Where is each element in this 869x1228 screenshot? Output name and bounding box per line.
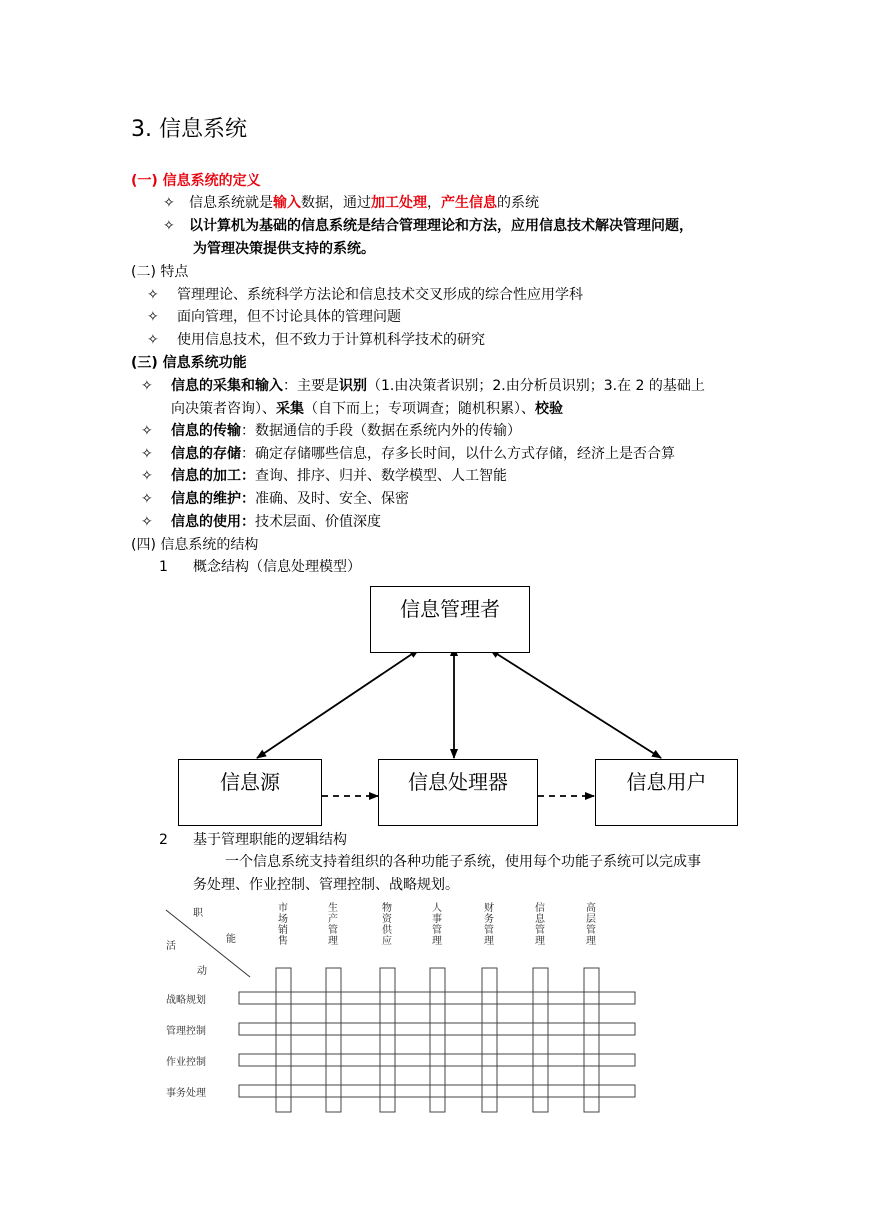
diamond-bullet-icon: ✧ <box>163 195 175 211</box>
subsection-2-number: 2 <box>159 832 168 848</box>
matrix-col-header: 人事管理 <box>432 903 442 947</box>
text: ：主要是 <box>283 378 339 394</box>
matrix-col-header: 财务管理 <box>484 903 494 947</box>
text: 信息的采集和输入 <box>171 378 283 394</box>
subsection-1-title: 概念结构（信息处理模型） <box>193 559 361 575</box>
text: 识别 <box>339 378 367 394</box>
diamond-bullet-icon: ✧ <box>141 491 153 507</box>
highlight-input: 输入 <box>273 195 301 211</box>
matrix-col-header: 物资供应 <box>382 903 392 947</box>
matrix-row-label: 战略规划 <box>166 995 206 1006</box>
text: 面向管理，但不讨论具体的管理问题 <box>177 309 401 325</box>
text: 技术层面、价值深度 <box>255 514 381 530</box>
diamond-bullet-icon: ✧ <box>147 332 159 348</box>
text: 向决策者咨询）、 <box>171 401 276 417</box>
text: ， <box>427 195 441 211</box>
row-bar-operational <box>239 1054 635 1066</box>
box-information-manager: 信息管理者 <box>370 586 530 653</box>
diamond-bullet-icon: ✧ <box>141 423 153 439</box>
row-bar-strategic <box>239 992 635 1004</box>
text: 信息的传输 <box>171 423 241 439</box>
text: 的系统 <box>497 195 539 211</box>
diamond-bullet-icon: ✧ <box>141 514 153 530</box>
box-information-source: 信息源 <box>178 759 322 826</box>
subsection-2-title: 基于管理职能的逻辑结构 <box>193 832 347 848</box>
text: ：数据通信的手段（数据在系统内外的传输） <box>241 423 521 439</box>
highlight-output: 产生信息 <box>441 195 497 211</box>
row-bar-management <box>239 1023 635 1035</box>
matrix-corner-left: 活 <box>166 941 176 952</box>
section-definition-heading: (一) 信息系统的定义 <box>131 173 261 189</box>
section-structure-heading: (四) 信息系统的结构 <box>131 537 259 553</box>
matrix-row-label: 事务处理 <box>166 1088 206 1099</box>
subsection-1-number: 1 <box>159 559 168 575</box>
text: 信息系统就是 <box>189 195 273 211</box>
row-bar-transaction <box>239 1085 635 1097</box>
diamond-bullet-icon: ✧ <box>163 218 175 234</box>
matrix-corner-top: 职 <box>193 908 203 919</box>
text: 以计算机为基础的信息系统是结合管理理论和方法，应用信息技术解决管理问题， <box>189 218 693 234</box>
page-title: 3. 信息系统 <box>131 117 247 142</box>
definition-item-2-cont: 为管理决策提供支持的系统。 <box>193 241 375 257</box>
paragraph-line-1: 一个信息系统支持着组织的各种功能子系统，使用每个功能子系统可以完成事 <box>225 854 701 870</box>
text: 信息的维护： <box>171 491 255 507</box>
section-features-heading: (二) 特点 <box>131 264 189 280</box>
text: 管理理论、系统科学方法论和信息技术交叉形成的综合性应用学科 <box>177 287 583 303</box>
diamond-bullet-icon: ✧ <box>141 446 153 462</box>
diamond-bullet-icon: ✧ <box>147 287 159 303</box>
matrix-col-header: 高层管理 <box>586 903 596 947</box>
matrix-corner-mid: 能 <box>226 934 236 945</box>
text: 信息的加工： <box>171 468 255 484</box>
text: 信息的存储 <box>171 446 241 462</box>
matrix-corner-bottom: 动 <box>197 966 207 977</box>
text: 数据，通过 <box>301 195 371 211</box>
text: 校验 <box>535 401 563 417</box>
matrix-col-header: 市场销售 <box>278 903 288 947</box>
text: （自下而上；专项调查；随机积累）、 <box>304 401 535 417</box>
matrix-col-header: 信息管理 <box>535 903 545 947</box>
matrix-row-label: 管理控制 <box>166 1026 206 1037</box>
text: 使用信息技术，但不致力于计算机科学技术的研究 <box>177 332 485 348</box>
diamond-bullet-icon: ✧ <box>141 468 153 484</box>
highlight-processing: 加工处理 <box>371 195 427 211</box>
diamond-bullet-icon: ✧ <box>147 309 159 325</box>
diamond-bullet-icon: ✧ <box>141 378 153 394</box>
text: 信息的使用： <box>171 514 255 530</box>
matrix-col-header: 生产管理 <box>328 903 338 947</box>
paragraph-line-2: 务处理、作业控制、管理控制、战略规划。 <box>193 877 459 893</box>
text: （1.由决策者识别；2.由分析员识别；3.在 2 的基础上 <box>367 378 705 394</box>
text: 采集 <box>276 401 304 417</box>
box-information-user: 信息用户 <box>595 759 738 826</box>
text: 查询、排序、归并、数学模型、人工智能 <box>255 468 507 484</box>
text: 准确、及时、安全、保密 <box>255 491 409 507</box>
matrix-row-label: 作业控制 <box>166 1057 206 1068</box>
box-information-processor: 信息处理器 <box>378 759 538 826</box>
section-functions-heading: (三) 信息系统功能 <box>131 355 247 371</box>
text: ：确定存储哪些信息，存多长时间，以什么方式存储，经济上是否合算 <box>241 446 675 462</box>
corner-diagonal <box>166 910 250 977</box>
